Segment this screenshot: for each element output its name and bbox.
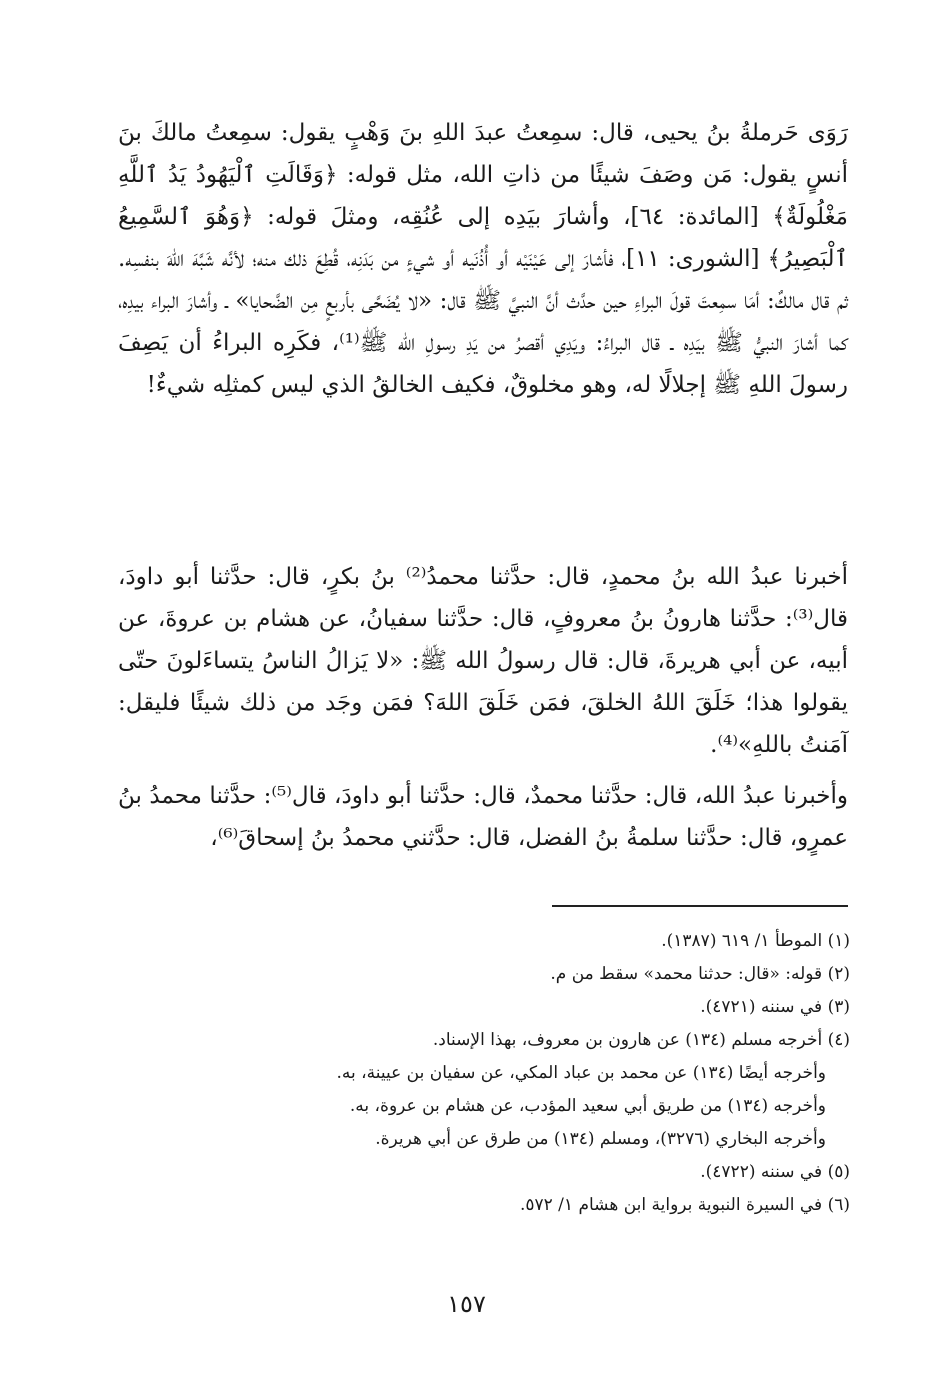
paragraph-2-text: أخبرنا عبدُ الله بنُ محمدٍ، قال: حدَّثنا محمدُ⁽²⁾ بنُ بكرٍ، قال: حدَّثنا أبو داودَ، قال⁽³⁾: حدَّثنا هارونُ بنُ معروفٍ، قال: حدَّثنا سفيانُ، عن هشام بن عروةَ، عن أبيه، عن أبي هريرةَ، قال: قال رسولُ الله ﷺ: «لا يَزالُ الناسُ يتساءَلونَ حتّى يقولوا هذا؛ خَلَقَ اللهُ الخلقَ، فمَن خَلَقَ اللهَ؟ فمَن وجَد من ذلك شيئًا فليقل: آمَنتُ باللهِ»⁽⁴⁾. [118,564,849,758]
footnote-4: (٤) أخرجه مسلم (١٣٤) عن هارون بن معروف، بهذا الإسناد. [432,1030,850,1050]
paragraph-2 [118,556,848,766]
footnote-5: (٥) في سننه (٤٧٢٢). [700,1162,850,1182]
footnote-separator [552,905,848,907]
footnote-4-line-4: وأخرجه البخاري (٣٢٧٦)، ومسلم (١٣٤) من طرق عن أبي هريرة. [375,1129,826,1149]
page-number: ١٥٧ [447,1290,486,1318]
footnotes [150,925,850,1222]
footnote-4-line-2: وأخرجه أيضًا (١٣٤) عن محمد بن عباد المكي، عن سفيان بن عيينة، به. [336,1063,826,1083]
paragraph-3-text: وأخبرنا عبدُ الله، قال: حدَّثنا محمدٌ، قال: حدَّثنا أبو داودَ، قال⁽⁵⁾: حدَّثنا محمدُ بنُ عمرٍو، قال: حدَّثنا سلمةُ بنُ الفضل، قال: حدَّثني محمدُ بنُ إسحاقَ⁽⁶⁾، [118,783,848,851]
footnote-2: (٢) قوله: «قال: حدثنا محمد» سقط من م. [550,964,850,984]
paragraph-1-text: رَوَى حَرملةُ بنُ يحيى، قال: سمِعتُ عبدَ اللهِ بنَ وَهْبٍ يقول: سمِعتُ مالكَ بنَ أنسٍ يقول: مَن وصَفَ شيئًا من ذاتِ الله، مثل قوله: ﴿وَقَالَتِ ٱلْيَهُودُ يَدُ ٱللَّهِ مَغْلُولَةٌ﴾ [المائدة: ٦٤]، وأشارَ بيَدِه إلى عُنُقِه، ومثلَ قوله: ﴿وَهُوَ ٱلسَّمِيعُ ٱلْبَصِيرُ﴾ [الشورى: ١١]، فأشارَ إلى عَيْنَيْه أو أُذُنَيه أو شيءٍ من بَدَنِه، قُطِعَ ذلك منه؛ لأنَّه شَبَّهَ اللهَ بنفسِه. ثم قال مالكٌ: أمَا سمِعتَ قولَ البراءِ حين حدَّث أنَّ النبيَّ ﷺ قال: «لا يُضَحَّى بأربعٍ مِن الضَّحايا» ـ وأشارَ البراء بيدِه، كما أشارَ النبيُّ ﷺ بيَدِه ـ قال البراءُ: ويَدِي أقصرُ من يَدِ رسولِ الله ﷺ⁽¹⁾، فكَرِه البراءُ أن يَصِفَ رسولَ اللهِ ﷺ إجلالًا له، وهو مخلوقٌ، فكيف الخالقُ الذي ليس كمثلِه شيءٌ! [118,120,848,398]
footnote-4-line-3: وأخرجه (١٣٤) من طريق أبي سعيد المؤدب، عن هشام بن عروة، به. [349,1096,826,1116]
paragraph-3 [118,775,848,859]
footnote-3: (٣) في سننه (٤٧٢١). [700,997,850,1017]
footnote-6: (٦) في السيرة النبوية برواية ابن هشام ١/ ٥٧٢. [519,1195,850,1215]
footnote-1: (١) الموطأ ١/ ٦١٩ (١٣٨٧). [661,931,850,951]
paragraph-1 [118,112,848,406]
